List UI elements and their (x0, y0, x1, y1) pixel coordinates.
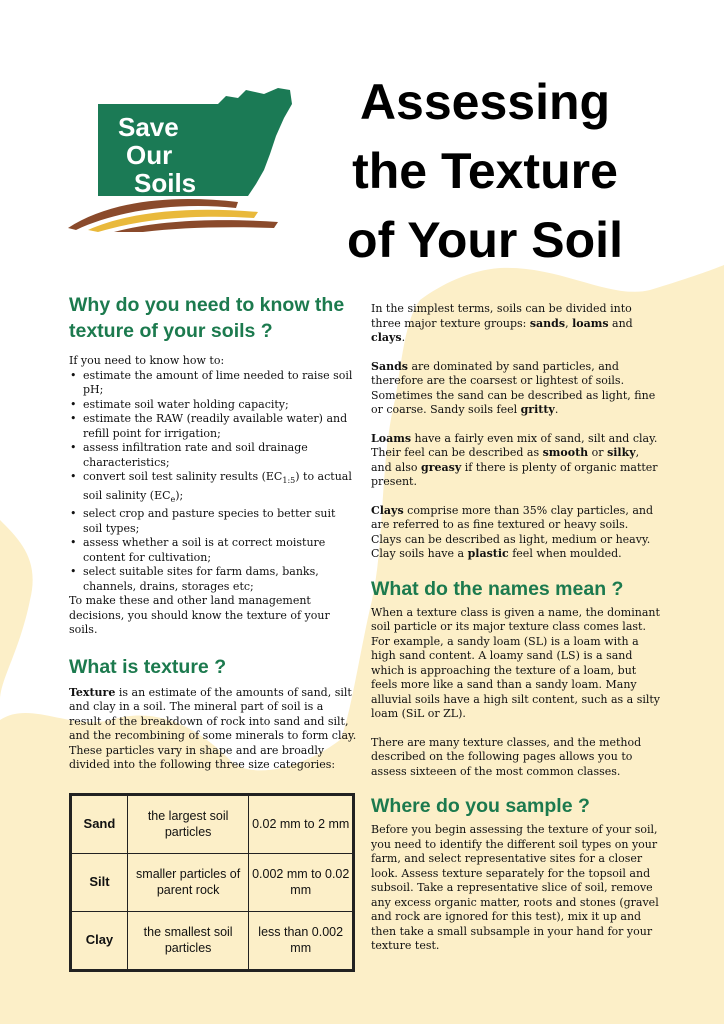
why-intro: If you need to know how to: (69, 354, 225, 367)
names-paragraph-2: There are many texture classes, and the method described on the following pages allows you to assess sixteeen of the most common classes. (371, 735, 642, 778)
loams-or: or (588, 446, 608, 459)
groups-period: . (401, 331, 406, 344)
loams-text: have a fairly even mix of sand, silt and clay. Their feel can be described as (371, 431, 658, 459)
loams-end: if there is plenty of organic matter present. (371, 460, 658, 488)
title-line-3: of Your Soil (347, 212, 623, 268)
soil-shape-left (0, 520, 33, 700)
why-outro: To make these and other land management decisions, you should know the texture of your soils. (69, 594, 330, 637)
why-heading: Why do you need to know the texture of your soils ? (69, 294, 345, 342)
sands-paragraph (371, 360, 661, 418)
logo-graphic (68, 84, 298, 232)
title-line-1: Assessing (359, 74, 611, 130)
size-name: Silt (72, 853, 128, 911)
sample-paragraph: Before you begin assessing the texture of your soil, you need to identify the different soil types on your farm, and select representative sites for a closer look. Assess texture separately for the topsoil and subsoil. Take a representative slice of soil, remove any excess organic matter, roots and stones (gravel and rock are ignored for this test), mix it up and then take a small subsample in your hand for your texture test. (371, 823, 659, 952)
list-item: • assess whether a soil is at correct moisture content for cultivation; (69, 536, 357, 565)
texture-body (69, 686, 357, 773)
ec-sub: 1:5 (282, 476, 296, 486)
list-item: • estimate the amount of lime needed to raise soil pH; (69, 369, 357, 398)
sample-heading: Where do you sample ? (371, 795, 590, 817)
loams-smooth: smooth (542, 446, 589, 459)
loams-mid: , and also (371, 446, 640, 474)
table-row (72, 853, 353, 911)
title-line-2: the Texture (352, 143, 618, 199)
size-range: 0.002 mm to 0.02 mm (249, 853, 353, 911)
ec-text-b: ) to actual soil salinity (EC (83, 470, 352, 502)
groups-comma: , (565, 316, 573, 330)
size-desc: the smallest soil particles (127, 911, 249, 969)
clays-plastic: plastic (467, 547, 509, 560)
names-paragraph-1: When a texture class is given a name, the dominant soil particle or its major texture class comes last. For example, a sandy loam (SL) is a loam with a high sand content. A loamy sand (LS) is a sand which is approaching the texture of a loam, but feels more like a sand than a sandy loam. Many alluvial soils have a high silt content, such as a silty loam (SiL or ZL). (371, 605, 661, 720)
ec-text-a: convert soil test salinity results (EC (83, 470, 283, 483)
loams-silky: silky (607, 446, 636, 459)
size-range: less than 0.002 mm (249, 911, 353, 969)
size-name: Clay (72, 911, 128, 969)
list-item: • estimate soil water holding capacity; (69, 398, 357, 413)
left-column (69, 292, 357, 976)
texture-lead: Texture (69, 685, 116, 699)
table-row (72, 795, 353, 853)
loams-lead: Loams (371, 431, 412, 445)
right-column (371, 302, 661, 954)
sands-gritty: gritty (520, 403, 555, 416)
why-list (69, 369, 357, 595)
names-heading: What do the names mean ? (371, 577, 624, 600)
clays-end: feel when moulded. (508, 547, 622, 560)
clays-lead: Clays (371, 503, 404, 517)
save-our-soils-logo (68, 84, 298, 232)
size-desc: the largest soil particles (127, 795, 249, 853)
sands-text: are dominated by sand particles, and therefore are the coarsest or lightest of soils. Sometimes the sand can be described as light, fine or coarse. Sandy soils feel (371, 359, 656, 416)
groups-clays: clays (371, 331, 402, 344)
loams-paragraph (371, 432, 661, 490)
logo-save: Save (118, 112, 179, 142)
list-item: • select crop and pasture species to better suit soil types; (69, 507, 357, 536)
texture-text: is an estimate of the amounts of sand, silt and clay in a soil. The mineral part of soil is a result of the breakdown of rock into sand and silt, and the recombining of some minerals to form clay. These particles vary in shape and are broadly divided into the following three size categories: (69, 685, 357, 772)
size-range: 0.02 mm to 2 mm (249, 795, 353, 853)
loams-greasy: greasy (421, 460, 462, 474)
sands-end: . (554, 403, 559, 416)
logo-soils: Soils (134, 168, 197, 198)
list-item: • estimate the RAW (readily available water) and refill point for irrigation; (69, 412, 357, 441)
size-desc: smaller particles of parent rock (127, 853, 249, 911)
groups-and: and (608, 316, 633, 330)
sands-lead: Sands (371, 359, 408, 373)
groups-sands: sands (529, 316, 566, 330)
ec-sub-e: e (170, 494, 176, 504)
list-item: • select suitable sites for farm dams, banks, channels, drains, storages etc; (69, 565, 357, 594)
clays-text: comprise more than 35% clay particles, and are referred to as fine textured or heavy soils. Clays can be described as light, medium or heavy. Clay soils have a (371, 503, 653, 560)
list-item-ec (69, 470, 357, 507)
size-name: Sand (72, 795, 128, 853)
page-title (305, 68, 665, 275)
groups-text: In the simplest terms, soils can be divided into three major texture groups: (371, 302, 632, 330)
texture-heading: What is texture ? (69, 655, 227, 678)
size-table-frame (69, 793, 355, 972)
clays-paragraph (371, 504, 661, 562)
table-row (72, 911, 353, 969)
size-table (71, 795, 353, 970)
groups-intro (371, 302, 661, 346)
groups-loams: loams (572, 316, 609, 330)
list-item: • assess infiltration rate and soil drainage characteristics; (69, 441, 357, 470)
ec-text-c: ); (175, 488, 184, 502)
logo-our: Our (126, 140, 173, 170)
